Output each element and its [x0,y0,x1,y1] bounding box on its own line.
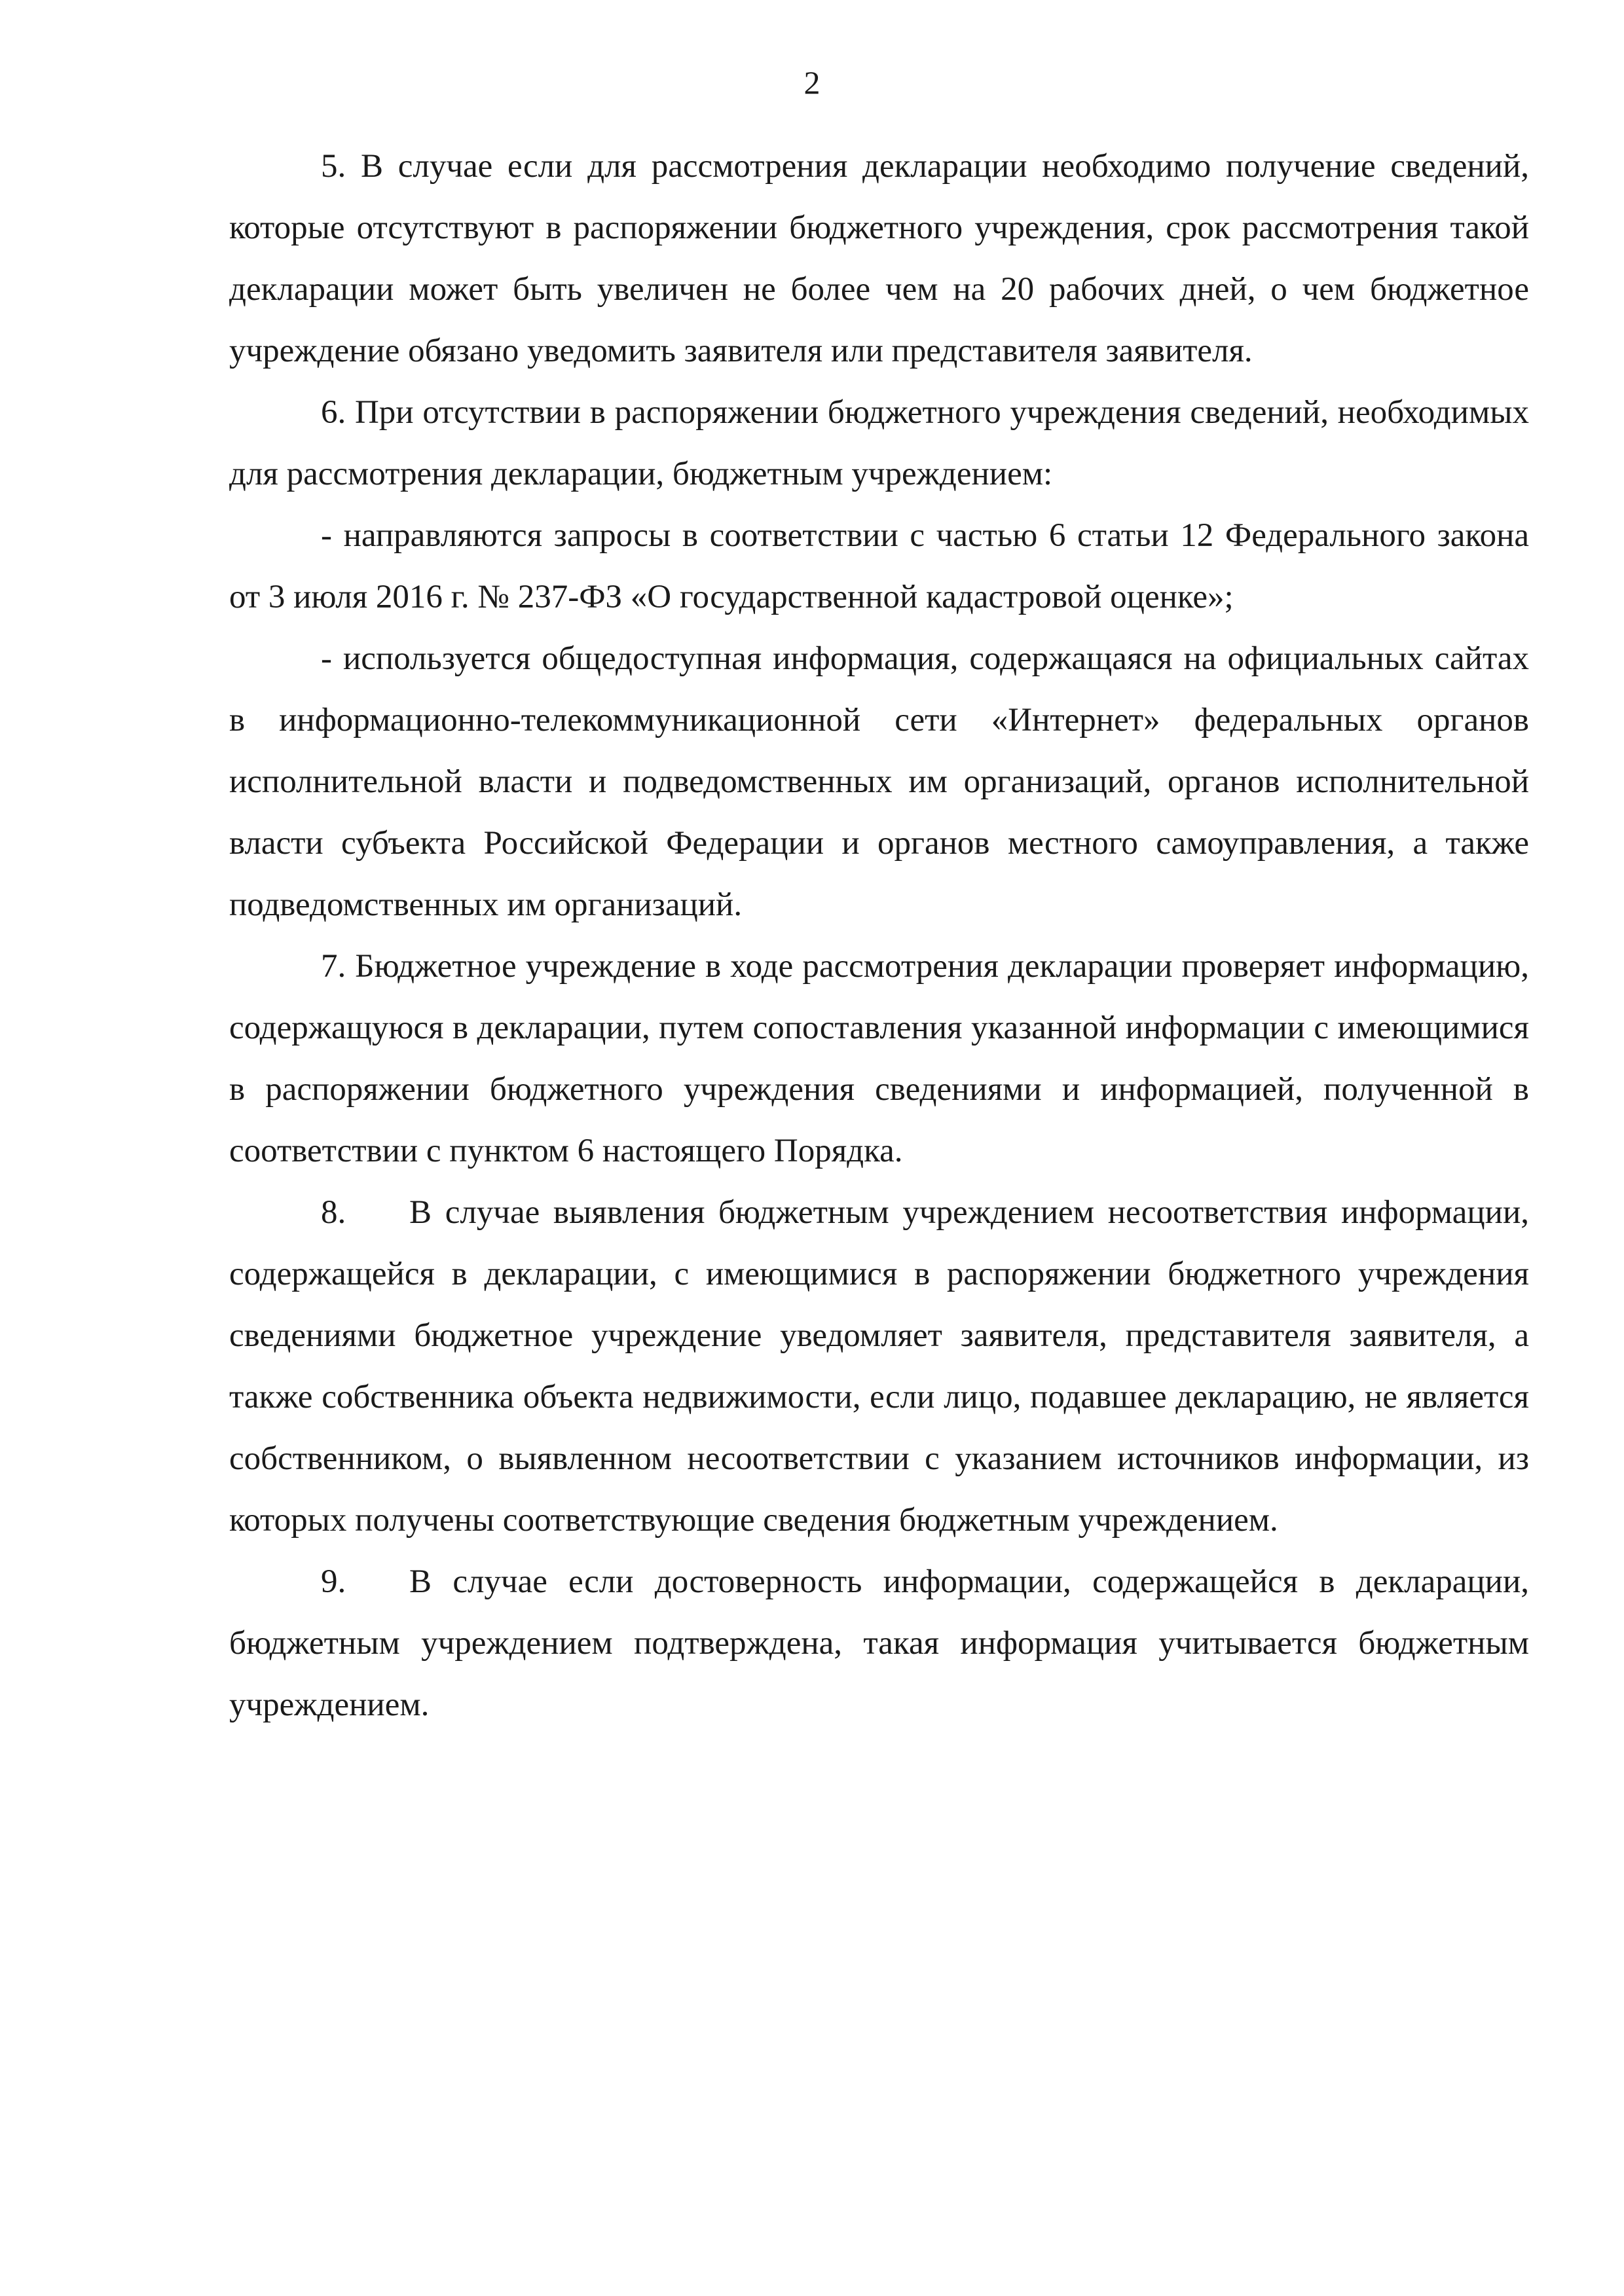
paragraph-8 [229,1182,1529,1551]
paragraph-5: 5. В случае если для рассмотрения декларации необходимо получение сведений, которые отсутствуют в распоряжении бюджетного учреждения, срок рассмотрения такой декларации может быть увеличен не более чем на 20 рабочих дней, о чем бюджетное учреждение обязано уведомить заявителя или представителя заявителя. [229,148,1529,369]
paragraph-6-item-public-info: - используется общедоступная информация, содержащаяся на официальных сайтах в информационно-телекоммуникационной сети «Интернет» федеральных органов исполнительной власти и подведомственных им организаций, органов исполнительной власти субъекта Российской Федерации и органов местного самоуправления, а также подведомственных им организаций. [229,640,1529,923]
paragraph-9-text: В случае если достоверность информации, содержащейся в декларации, бюджетным учреждением подтверждена, такая информация учитывается бюджетным учреждением. [229,1563,1529,1723]
paragraph-6: 6. При отсутствии в распоряжении бюджетного учреждения сведений, необходимых для рассмотрения декларации, бюджетным учреждением: [229,394,1529,492]
page-number: 2 [803,64,821,101]
document-body [229,136,1529,1736]
paragraph-9-number: 9. [321,1563,346,1600]
paragraph-8-text: В случае выявления бюджетным учреждением несоответствия информации, содержащейся в декларации, с имеющимися в распоряжении бюджетного учреждения сведениями бюджетное учреждение уведомляет заявителя, представителя заявителя, а также собственника объекта недвижимости, если лицо, подавшее декларацию, не является собственником, о выявленном несоответствии с указанием источников информации, из которых получены соответствующие сведения бюджетным учреждением. [229,1194,1529,1539]
paragraph-7: 7. Бюджетное учреждение в ходе рассмотрения декларации проверяет информацию, содержащуюся в декларации, путем сопоставления указанной информации с имеющимися в распоряжении бюджетного учреждения сведениями и информацией, полученной в соответствии с пунктом 6 настоящего Порядка. [229,948,1529,1169]
paragraph-8-number: 8. [321,1194,346,1231]
paragraph-6-item-requests: - направляются запросы в соответствии с частью 6 статьи 12 Федерального закона от 3 июля 2016 г. № 237-ФЗ «О государственной кадастровой оценке»; [229,517,1529,615]
paragraph-9 [229,1551,1529,1736]
